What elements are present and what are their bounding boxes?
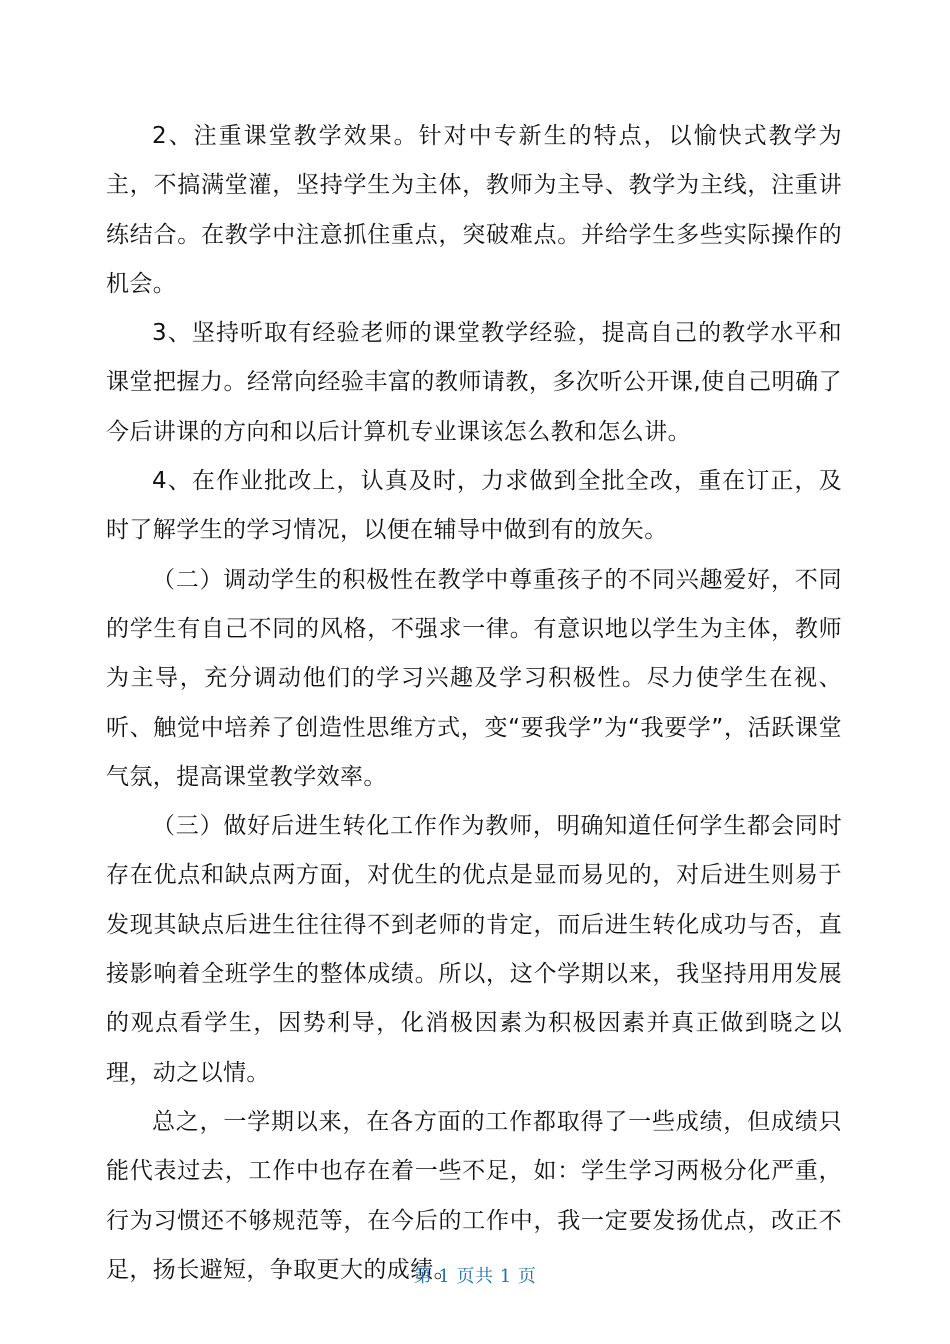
paragraph-section-2: （二）调动学生的积极性在教学中尊重孩子的不同兴趣爱好，不同的学生有自己不同的风格，不强求一律。有意识地以学生为主体，教师为主导，充分调动他们的学习兴趣及学习积极性。尽力使学生在视、听、触觉中培养了创造性思维方式，变“要我学”为“我要学”，活跃课堂气氛，提高课堂教学效率。 xyxy=(106,566,842,790)
paragraph-item-2: 2、注重课堂教学效果。针对中专新生的特点，以愉快式教学为主，不搞满堂灌，坚持学生为主体，教师为主导、教学为主线，注重讲练结合。在教学中注意抓住重点，突破难点。并给学生多些实际操作的机会。 xyxy=(106,123,842,297)
document-body xyxy=(106,112,842,1295)
paragraph-section-3: （三）做好后进生转化工作作为教师，明确知道任何学生都会同时存在优点和缺点两方面，对优生的优点是显而易见的，对后进生则易于发现其缺点后进生往往得不到老师的肯定，而后进生转化成功与否，直接影响着全班学生的整体成绩。所以，这个学期以来，我坚持用用发展的观点看学生，因势利导，化消极因素为积极因素并真正做到晓之以理，动之以情。 xyxy=(106,813,842,1086)
paragraph-item-4: 4、在作业批改上，认真及时，力求做到全批全改，重在订正，及时了解学生的学习情况，以便在辅导中做到有的放矢。 xyxy=(106,468,842,544)
paragraph-item-3: 3、坚持听取有经验老师的课堂教学经验，提高自己的教学水平和课堂把握力。经常向经验丰富的教师请教，多次听公开课,使自己明确了今后讲课的方向和以后计算机专业课该怎么教和怎么讲。 xyxy=(106,320,842,445)
page-number-footer: 第 1 页共 1 页 xyxy=(413,1266,537,1287)
paragraph-summary: 总之，一学期以来，在各方面的工作都取得了一些成绩，但成绩只能代表过去，工作中也存在着一些不足，如：学生学习两极分化严重，行为习惯还不够规范等，在今后的工作中，我一定要发扬优点，改正不足，扬长避短，争取更大的成绩。 xyxy=(106,1108,842,1283)
